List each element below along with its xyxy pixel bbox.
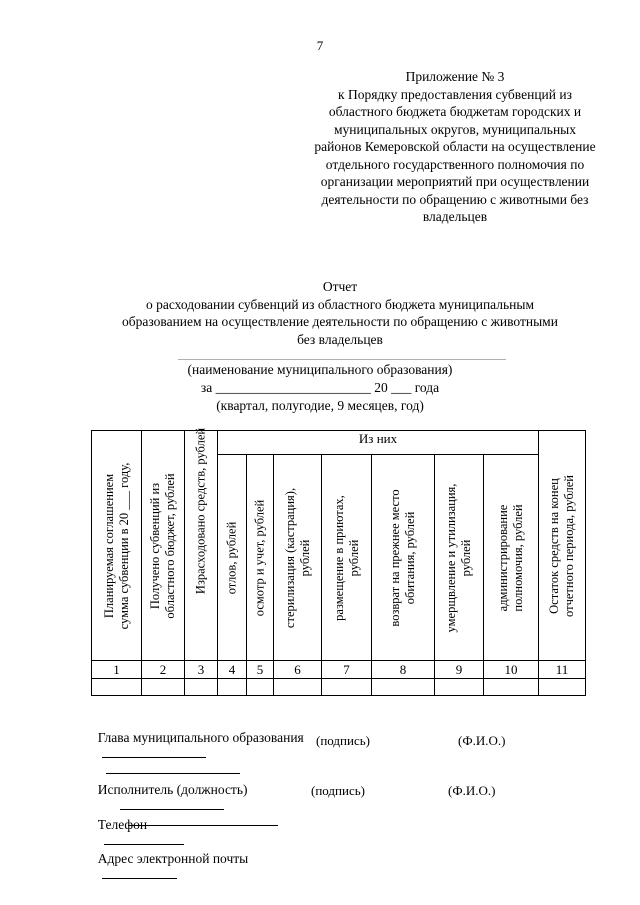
col-header-spent: Израсходовано средств, рублей xyxy=(185,431,218,661)
appendix-line: организации мероприятий при осуществлении xyxy=(320,174,590,189)
report-heading xyxy=(40,278,640,348)
empty-cell[interactable] xyxy=(484,679,539,696)
report-table xyxy=(91,430,586,696)
report-line: образованием на осуществление деятельности по обращению с животными xyxy=(122,314,558,329)
head-label: Глава муниципального образования xyxy=(97,730,304,745)
col-header-return: возврат на прежнее место обитания, рублей xyxy=(372,455,435,661)
appendix-line: деятельности по обращению с животными без xyxy=(321,191,589,207)
column-number: 3 xyxy=(185,661,218,679)
table-row xyxy=(92,679,586,696)
col-header-received: Получено субвенций из областного бюджет, рублей xyxy=(142,431,185,661)
report-line: о расходовании субвенций из областного бюджета муниципальным xyxy=(145,296,535,312)
col-header-capture: отлов, рублей xyxy=(218,455,247,661)
head-sign-caption: (подпись) xyxy=(316,733,370,748)
column-number: 6 xyxy=(274,661,322,679)
email-row xyxy=(91,835,248,883)
group-header: Из них xyxy=(218,431,539,455)
appendix-line: муниципальных округов, муниципальных xyxy=(333,121,576,137)
executor-fio-caption: (Ф.И.О.) xyxy=(448,783,496,798)
column-number: 8 xyxy=(372,661,435,679)
col-header-shelter: размещение в приютах, рублей xyxy=(322,455,372,661)
report-title: Отчет xyxy=(322,279,358,294)
empty-cell[interactable] xyxy=(142,679,185,696)
col-header-sterilization: стерилизация (кастрация), рублей xyxy=(274,455,322,661)
column-number: 1 xyxy=(92,661,142,679)
empty-cell[interactable] xyxy=(274,679,322,696)
empty-cell[interactable] xyxy=(185,679,218,696)
appendix-line: к Порядку предоставления субвенций из xyxy=(338,86,572,102)
email-label: Адрес электронной почты xyxy=(97,851,249,866)
empty-cell[interactable] xyxy=(92,679,142,696)
appendix-line: отдельного государственного полномочия по xyxy=(325,156,585,172)
col-header-administration: администрирование полномочия, рублей xyxy=(484,455,539,661)
empty-cell[interactable] xyxy=(539,679,586,696)
appendix-block xyxy=(270,68,640,226)
executor-label: Исполнитель (должность) xyxy=(97,782,248,797)
column-numbers-row xyxy=(92,661,586,679)
column-number: 7 xyxy=(322,661,372,679)
col-header-euthanasia: умерщвление и утилизация, рублей xyxy=(435,455,484,661)
head-sign-line[interactable] xyxy=(102,757,206,758)
appendix-title: Приложение № 3 xyxy=(405,69,505,84)
page-number: 7 xyxy=(316,38,324,53)
column-number: 11 xyxy=(539,661,586,679)
column-number: 4 xyxy=(218,661,247,679)
col-header-inspection: осмотр и учет, рублей xyxy=(247,455,274,661)
col-header-planned: Планируемая соглашением сумма субвенции в 20 ___ году, xyxy=(92,431,142,661)
column-number: 5 xyxy=(247,661,274,679)
empty-cell[interactable] xyxy=(218,679,247,696)
empty-cell[interactable] xyxy=(372,679,435,696)
empty-cell[interactable] xyxy=(435,679,484,696)
appendix-line: владельцев xyxy=(422,209,488,224)
head-fio-caption: (Ф.И.О.) xyxy=(458,733,506,748)
period-caption: (квартал, полугодие, 9 месяцев, год) xyxy=(216,398,424,413)
executor-sign-caption: (подпись) xyxy=(311,783,365,798)
appendix-line: районов Кемеровской области на осуществление xyxy=(314,139,596,154)
column-number: 10 xyxy=(484,661,539,679)
mo-caption: (наименование муниципального образования) xyxy=(187,362,453,377)
column-number: 2 xyxy=(142,661,185,679)
report-line: без владельцев xyxy=(297,331,383,347)
appendix-line: областного бюджета бюджетам городских и xyxy=(328,104,582,119)
empty-cell[interactable] xyxy=(247,679,274,696)
column-number: 9 xyxy=(435,661,484,679)
col-header-remainder: Остаток средств на конец отчетного периода, рублей xyxy=(539,431,586,661)
phone-label: Телефон xyxy=(97,817,148,832)
period-line: за _______________________ 20 ___ года xyxy=(200,380,440,395)
mo-name-line xyxy=(178,359,506,360)
email-line[interactable] xyxy=(102,878,177,879)
empty-cell[interactable] xyxy=(322,679,372,696)
